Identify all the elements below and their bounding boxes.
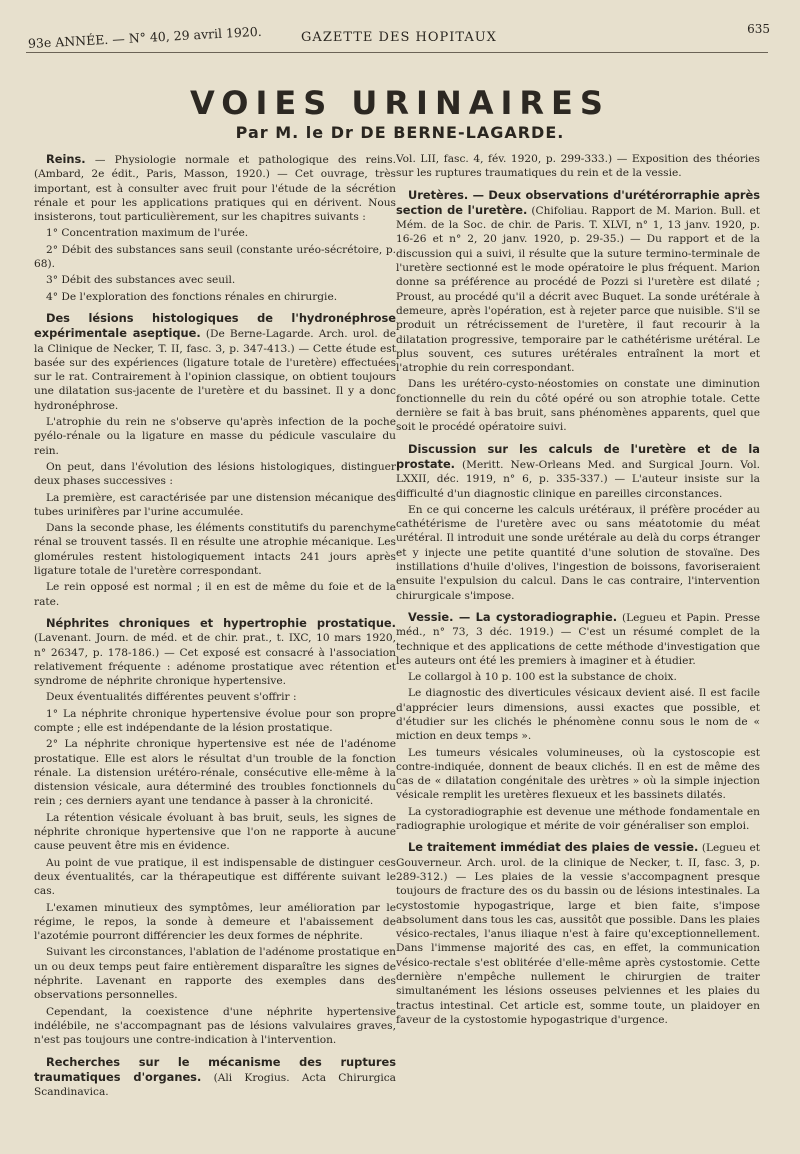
paragraph-text: Au point de vue pratique, il est indispensable de distinguer ces deux éventualités, car la thérapeutique est différente suivant le cas. [34, 856, 396, 898]
paragraph-text: L'examen minutieux des symptômes, leur amélioration par le régime, le repos, la sonde à demeure et l'abaissement de l'azotémie pourront différencier les deux formes de néphrite. [34, 901, 396, 943]
article-paragraph [34, 290, 396, 304]
paragraph-text: Deux éventualités différentes peuvent s'offrir : [46, 691, 297, 704]
article-title: Recherches sur le mécanisme des ruptures traumatiques d'organes. [34, 1054, 396, 1084]
section-title: VOIES URINAIRES [190, 84, 610, 122]
article-block [34, 152, 396, 304]
article-paragraph [34, 811, 396, 854]
article-paragraph [396, 188, 760, 376]
article-paragraph [34, 616, 396, 688]
article-paragraph [396, 152, 760, 181]
article-block [396, 188, 760, 435]
paragraph-text: L'atrophie du rein ne s'observe qu'après infection de la poche pyélo-rénale ou la ligature en masse du pédicule vasculaire du rein. [34, 416, 396, 457]
paragraph-text: (Legueu et Gouverneur. Arch. urol. de la clinique de Necker, t. II, fasc. 3, p. 289-312.) — Les plaies de la vessie s'accompagnent presque toujours de fracture des os du bassin ou de lésions intestinales. La cystostomie hypogastrique, large et bien faite, s'impose absolument dans tous les cas, aussitôt que possible. Dans les plaies vésico-rectales, l'anus iliaque n'est à faire qu'exceptionnellement. Dans l'immense majorité des cas, en effet, la communication vésico-rectale s'est oblitérée d'elle-même après cystostomie. Cette dernière n'empêche nullement le chirurgien de traiter simultanément les lésions osseuses pelviennes et les plaies du tractus intestinal. Cet article est, somme toute, un plaidoyer en faveur de la cystostomie hypogastrique d'urgence. [396, 842, 760, 1026]
left-column [34, 152, 396, 1142]
article-block [396, 152, 760, 181]
paragraph-text: (Chifoliau. Rapport de M. Marion. Bull. et Mém. de la Soc. de chir. de Paris. T. XLVI, n° 1, 13 janv. 1920, p. 16-26 et n° 2, 20 janv. 1920, p. 29-35.) — Du rapport et de la discussion qui a suivi, il résulte que la suture termino-terminale de l'uretère sectionné est le mode opératoire le plus fréquent. Marion donne sa préférence au procédé de Pozzi si l'uretère est dilaté ; Proust, au procédé qu'il a décrit avec Buquet. La sonde urétérale à demeure, après l'opération, est à rejeter parce que nuisible. S'il se produit un rétrécissement de l'uretère, il faut recourir à la dilatation progressive, temporaire par le cathétérisme urétéral. Le plus souvent, ces sutures urétérales entraînent la mort et l'atrophie du rein correspondant. [396, 204, 760, 375]
paragraph-text: (De Berne-Lagarde. Arch. urol. de la Clinique de Necker, T. II, fasc. 3, p. 347-413.) — Cette étude est basée sur des expériences (ligature totale de l'uretère) effectuées sur le rat. Contrairement à l'opinion classique, on obtient toujours une dilatation sus-jacente de l'uretère et du bassinet. Il y a donc hydronéphrose. [34, 328, 396, 412]
article-paragraph [34, 415, 396, 458]
paragraph-text: La première, est caractérisée par une distension mécanique des tubes urinifères par l'urine accumulée. [34, 491, 396, 518]
paragraph-text: 3° Débit des substances avec seuil. [46, 274, 236, 287]
paragraph-text: Dans la seconde phase, les éléments constitutifs du parenchyme rénal se trouvent tassés. Il en résulte une atrophie mécanique. Les glomérules restent histologiquement intacts 241 jours après ligature totale de l'uretère correspondant. [34, 522, 396, 578]
right-column [396, 152, 760, 1142]
paragraph-text: Vol. LII, fasc. 4, fév. 1920, p. 299-333.) — Exposition des théories sur les ruptures traumatiques du rein et de la vessie. [396, 153, 760, 180]
article-paragraph [396, 686, 760, 743]
article-paragraph [34, 707, 396, 736]
article-paragraph [34, 1055, 396, 1100]
article-block [34, 616, 396, 1048]
article-paragraph [396, 670, 760, 684]
article-block [396, 442, 760, 603]
article-block [34, 1055, 396, 1100]
paragraph-text: La cystoradiographie est devenue une méthode fondamentale en radiographie urologique et mérite de voir généraliser son emploi. [396, 805, 760, 833]
article-paragraph [34, 491, 396, 520]
article-title: Le traitement immédiat des plaies de vessie. [408, 840, 699, 855]
article-title: Reins. [46, 152, 86, 166]
paragraph-text: Suivant les circonstances, l'ablation de l'adénome prostatique en un ou deux temps peut faire entièrement disparaître les signes de néphrite. Lavenant en rapporte des exemples dans des observations personnelles. [34, 946, 396, 1002]
article-paragraph [396, 442, 760, 501]
paragraph-text: Le collargol à 10 p. 100 est la substance de choix. [408, 671, 677, 684]
article-block [396, 840, 760, 1027]
article-title: Uretères. — Deux observations d'urétérorraphie après section de l'uretère. [396, 187, 760, 217]
paragraph-text: (Meritt. New-Orleans Med. and Surgical Journ. Vol. LXXII, déc. 1919, n° 6, p. 335-337.) — L'auteur insiste sur la difficulté d'un diagnostic clinique en pareilles circonstances. [396, 458, 760, 500]
article-title: Vessie. — La cystoradiographie. [408, 609, 618, 624]
article-paragraph [34, 311, 396, 413]
article-block [396, 610, 760, 833]
article-paragraph [396, 746, 760, 803]
article-paragraph [34, 580, 396, 609]
paragraph-text: (Ali Krogius. Acta Chirurgica Scandinavica. [34, 1071, 396, 1099]
article-paragraph [34, 1005, 396, 1048]
article-paragraph [34, 901, 396, 944]
article-paragraph [396, 503, 760, 603]
article-paragraph [34, 226, 396, 240]
header-rule [26, 52, 768, 53]
paragraph-text: — Physiologie normale et pathologique des reins. (Ambard, 2e édit., Paris, Masson, 1920.) — Cet ouvrage, très important, est à consulter avec fruit pour l'étude de la sécrétion rénale et pour les applications pratiques qui en dérivent. Nous insisterons, tout particulièrement, sur les chapitres suivants : [34, 154, 396, 224]
paragraph-text: 2° La néphrite chronique hypertensive est née de l'adénome prostatique. Elle est alors le résultat d'un trouble de la fonction rénale. La distension urétéro-rénale, consécutive elle-même à la distension vésicale, aura déterminé des troubles fonctionnels du rein ; ces derniers ayant une tendance à passer à la chronicité. [34, 738, 396, 808]
issue-info: 93e ANNÉE. — N° 40, 29 avril 1920. [27, 23, 263, 51]
paragraph-text: 2° Débit des substances sans seuil (constante uréo-sécrétoire, p. 68). [34, 243, 396, 271]
paragraph-text: Les tumeurs vésicales volumineuses, où la cystoscopie est contre-indiquée, donnent de beaux clichés. Il en est de même des cas de « dilatation congénitale des urètres » où la simple injection vésicale remplit les uretères flexueux et les bassinets dilatés. [396, 746, 760, 802]
article-paragraph [34, 152, 396, 224]
paragraph-text: (Lavenant. Journ. de méd. et de chir. prat., t. IXC, 10 mars 1920, n° 26347, p. 178-186.) — Cet exposé est consacré à l'association relativement fréquente : adénome prostatique avec rétention et syndrome de néphrite chronique hypertensive. [34, 632, 396, 688]
article-paragraph [34, 945, 396, 1002]
page-number: 635 [747, 22, 770, 36]
paragraph-text: En ce qui concerne les calculs urétéraux, il préfère procéder au cathétérisme de l'uretère avec ou sans méatotomie du méat urétéral. Il introduit une sonde urétérale au delà du corps étranger et y injecte une petite quantité d'une solution de stovaïne. Des instillations d'huile d'olives, l'ingestion de boissons, favoriseraient ensuite l'expulsion du calcul. Dans le cas contraire, l'intervention chirurgicale s'impose. [396, 503, 760, 602]
article-title: Néphrites chroniques et hypertrophie prostatique. [46, 615, 396, 630]
paragraph-text: La rétention vésicale évoluant à bas bruit, seuls, les signes de néphrite chronique hypertensive que l'on ne rapporte à aucune cause peuvent être mis en évidence. [34, 811, 396, 853]
paragraph-text: 1° Concentration maximum de l'urée. [46, 227, 249, 240]
article-title: Des lésions histologiques de l'hydronéphrose expérimentale aseptique. [34, 310, 396, 341]
paragraph-text: Le rein opposé est normal ; il en est de même du foie et de la rate. [34, 581, 396, 608]
article-paragraph [396, 377, 760, 434]
journal-name: GAZETTE DES HOPITAUX [301, 30, 497, 45]
article-paragraph [34, 460, 396, 489]
article-paragraph [34, 243, 396, 272]
article-paragraph [396, 610, 760, 668]
article-paragraph [34, 856, 396, 899]
paragraph-text: On peut, dans l'évolution des lésions histologiques, distinguer deux phases successives : [34, 460, 396, 488]
article-block [34, 311, 396, 609]
article-paragraph [34, 521, 396, 578]
paragraph-text: Dans les urétéro-cysto-néostomies on constate une diminution fonctionnelle du rein du côté opéré ou son atrophie totale. Cette dernière se fait à bas bruit, sans phénomènes apparents, quel que soit le procédé opératoire suivi. [396, 378, 760, 434]
paragraph-text: Le diagnostic des diverticules vésicaux devient aisé. Il est facile d'apprécier leurs dimensions, aussi exactes que possible, et d'étudier sur les clichés le phénomène connu sous le nom de « miction en deux temps ». [396, 687, 760, 743]
article-paragraph [396, 805, 760, 834]
article-paragraph [34, 737, 396, 808]
paragraph-text: 1° La néphrite chronique hypertensive évolue pour son propre compte ; elle est indépendante de la lésion prostatique. [34, 707, 396, 734]
page-header [27, 22, 770, 51]
paragraph-text: (Legueu et Papin. Presse méd., n° 73, 3 déc. 1919.) — C'est un résumé complet de la technique et des applications de cette méthode d'investigation que les auteurs ont été les premiers à imaginer et à étudier. [396, 611, 760, 667]
paragraph-text: Cependant, la coexistence d'une néphrite hypertensive indélébile, ne s'accompagnant pas de lésions valvulaires graves, n'est pas toujours une contre-indication à l'intervention. [34, 1005, 396, 1047]
article-paragraph [34, 273, 396, 287]
author-byline: Par M. le Dr DE BERNE-LAGARDE. [235, 123, 565, 142]
article-paragraph [34, 690, 396, 704]
paragraph-text: 4° De l'exploration des fonctions rénales en chirurgie. [46, 290, 338, 303]
article-title: Discussion sur les calculs de l'uretère et de la prostate. [396, 441, 760, 471]
article-paragraph [396, 840, 760, 1027]
